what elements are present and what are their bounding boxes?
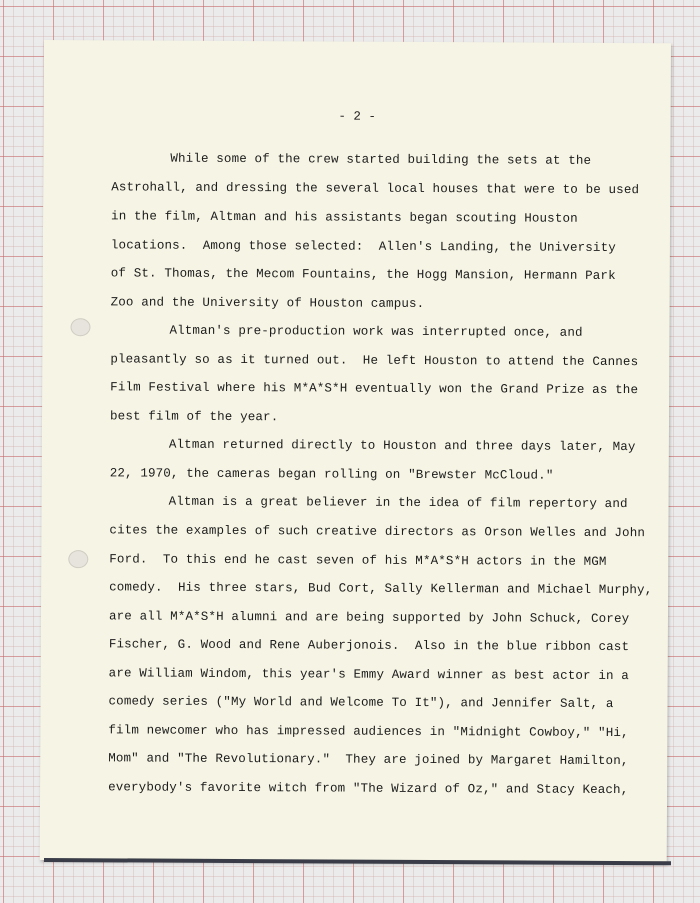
text-line: everybody's favorite witch from "The Wizard of Oz," and Stacy Keach, xyxy=(108,780,629,798)
text-line: of St. Thomas, the Mecom Fountains, the Hogg Mansion, Hermann Park xyxy=(110,266,616,283)
text-line: are William Windom, this year's Emmy Award winner as best actor in a xyxy=(108,666,630,684)
text-line: Mom" and "The Revolutionary." They are joined by Margaret Hamilton, xyxy=(108,751,629,769)
text-line: best film of the year. xyxy=(109,409,279,425)
text-line: pleasantly so as it turned out. He left Houston to attend the Cannes xyxy=(110,352,639,370)
text-line: are all M*A*S*H alumni and are being supported by John Schuck, Corey xyxy=(108,609,630,627)
text-line: Altman returned directly to Houston and three days later, May xyxy=(168,437,636,455)
text-line: Film Festival where his M*A*S*H eventually won the Grand Prize as the xyxy=(110,380,639,398)
text-line: 22, 1970, the cameras began rolling on "Brewster McCloud." xyxy=(109,466,554,483)
text-line: Altman is a great believer in the idea of film repertory and xyxy=(168,494,628,512)
page-number: - 2 - xyxy=(338,109,376,124)
text-line: cites the examples of such creative directors as Orson Welles and John xyxy=(109,523,646,541)
paper-sheet xyxy=(40,40,671,863)
text-line: Fischer, G. Wood and Rene Auberjonois. Also in the blue ribbon cast xyxy=(108,637,630,655)
text-line: Astrohall, and dressing the several local houses that were to be used xyxy=(111,180,640,198)
text-line: Zoo and the University of Houston campus. xyxy=(110,295,425,311)
text-line: locations. Among those selected: Allen's Landing, the University xyxy=(110,238,616,255)
punch-hole xyxy=(70,318,90,336)
text-line: in the film, Altman and his assistants began scouting Houston xyxy=(111,209,578,226)
text-line: comedy. His three stars, Bud Cort, Sally Kellerman and Michael Murphy, xyxy=(109,580,653,598)
text-line: While some of the crew started building the sets at the xyxy=(170,151,592,168)
text-line: comedy series ("My World and Welcome To It"), and Jennifer Salt, a xyxy=(108,694,614,711)
text-line: Altman's pre-production work was interrupted once, and xyxy=(169,323,583,340)
punch-hole xyxy=(68,550,88,568)
text-line: Ford. To this end he cast seven of his M*A*S*H actors in the MGM xyxy=(109,552,607,569)
text-line: film newcomer who has impressed audiences in "Midnight Cowboy," "Hi, xyxy=(108,723,629,741)
